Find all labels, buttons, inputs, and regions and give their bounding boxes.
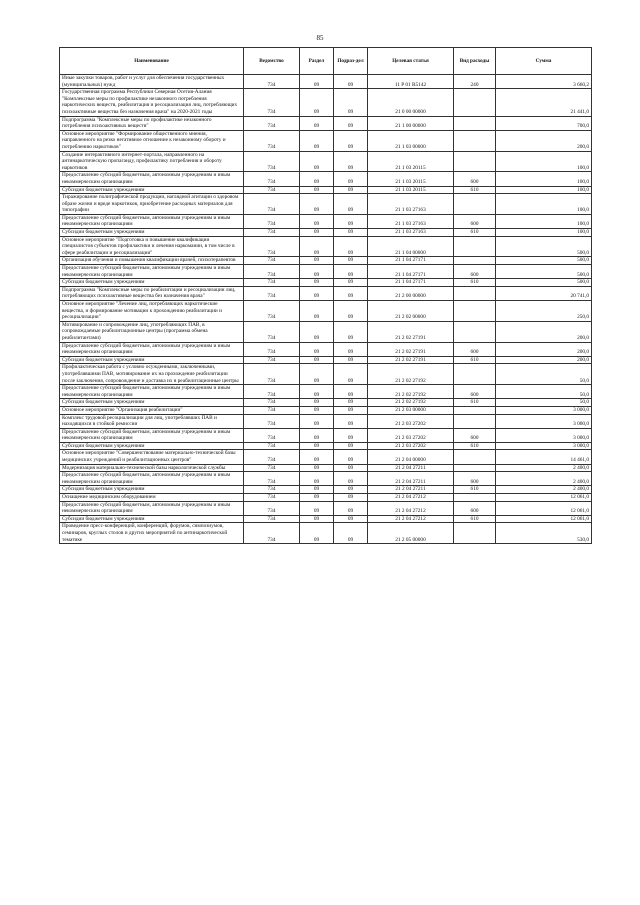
row-department-cell: 734 [244, 301, 300, 322]
row-department-cell: 734 [244, 75, 300, 89]
row-subsection-cell: 09 [334, 385, 368, 399]
row-subsection-cell: 09 [334, 194, 368, 215]
row-department-cell: 734 [244, 257, 300, 265]
row-section-cell: 09 [300, 265, 334, 279]
row-section-cell: 09 [300, 116, 334, 130]
row-expense-type-cell [454, 151, 496, 172]
table-row [60, 194, 592, 215]
row-expense-type-cell [454, 257, 496, 265]
row-name-cell: Субсидии бюджетным учреждениям [60, 356, 244, 364]
table-row [60, 301, 592, 322]
row-expense-type-cell: 610 [454, 279, 496, 287]
row-section-cell: 09 [300, 494, 334, 502]
row-subsection-cell: 09 [334, 414, 368, 428]
row-expense-type-cell: 600 [454, 342, 496, 356]
row-department-cell: 734 [244, 356, 300, 364]
row-section-cell: 09 [300, 130, 334, 151]
row-department-cell: 734 [244, 342, 300, 356]
row-department-cell: 734 [244, 279, 300, 287]
table-row [60, 472, 592, 486]
table-row [60, 450, 592, 464]
row-target-article-cell: 21 2 03 27202 [368, 442, 454, 450]
row-name-cell: Субсидии бюджетным учреждениям [60, 486, 244, 494]
table-row [60, 186, 592, 194]
row-expense-type-cell: 610 [454, 399, 496, 407]
row-amount-cell: 200,0 [496, 342, 592, 356]
row-expense-type-cell [454, 236, 496, 257]
row-department-cell: 734 [244, 130, 300, 151]
row-amount-cell: 20 741,0 [496, 286, 592, 300]
row-expense-type-cell [454, 523, 496, 544]
row-name-cell: Предоставление субсидий бюджетным, автономным учреждениям и иным некоммерческим организациям [60, 172, 244, 186]
row-target-article-cell: 21 2 03 00000 [368, 406, 454, 414]
row-target-article-cell: 21 2 02 27192 [368, 385, 454, 399]
row-section-cell: 09 [300, 385, 334, 399]
table-row [60, 151, 592, 172]
row-expense-type-cell [454, 321, 496, 342]
row-target-article-cell: 21 2 02 27191 [368, 321, 454, 342]
row-section-cell: 09 [300, 399, 334, 407]
row-subsection-cell: 09 [334, 406, 368, 414]
header-department: Ведомство [244, 48, 300, 75]
table-header-row [60, 48, 592, 75]
table-row [60, 428, 592, 442]
row-target-article-cell: 21 2 04 27211 [368, 464, 454, 472]
header-target-article: Целевая статья [368, 48, 454, 75]
row-subsection-cell: 09 [334, 286, 368, 300]
row-amount-cell: 21 441,0 [496, 89, 592, 116]
row-name-cell: Субсидии бюджетным учреждениям [60, 186, 244, 194]
row-target-article-cell: 21 1 03 27163 [368, 214, 454, 228]
row-target-article-cell: 21 2 03 27202 [368, 414, 454, 428]
table-row [60, 356, 592, 364]
table-row [60, 89, 592, 116]
row-subsection-cell: 09 [334, 116, 368, 130]
row-expense-type-cell [454, 414, 496, 428]
row-amount-cell: 500,0 [496, 257, 592, 265]
row-target-article-cell: 21 2 00 00000 [368, 286, 454, 300]
row-target-article-cell: 21 2 02 27192 [368, 399, 454, 407]
table-row [60, 130, 592, 151]
row-department-cell: 734 [244, 194, 300, 215]
row-amount-cell: 250,0 [496, 301, 592, 322]
table-row [60, 75, 592, 89]
row-expense-type-cell: 610 [454, 442, 496, 450]
row-name-cell: Субсидии бюджетным учреждениям [60, 442, 244, 450]
row-amount-cell: 50,0 [496, 385, 592, 399]
row-amount-cell: 12 061,0 [496, 494, 592, 502]
row-department-cell: 734 [244, 214, 300, 228]
row-expense-type-cell: 600 [454, 472, 496, 486]
row-amount-cell: 200,0 [496, 321, 592, 342]
row-department-cell: 734 [244, 151, 300, 172]
row-target-article-cell: 21 2 04 27211 [368, 486, 454, 494]
row-expense-type-cell: 610 [454, 515, 496, 523]
row-department-cell: 734 [244, 116, 300, 130]
row-name-cell: Предоставление субсидий бюджетным, автономным учреждениям и иным некоммерческим организациям [60, 428, 244, 442]
row-name-cell: Основное мероприятие "Подготовка и повышение квалификации специалистов субъектов профилактики и лечения наркомании, в том числе в сфере реабилитации и ресоциализации" [60, 236, 244, 257]
row-section-cell: 09 [300, 75, 334, 89]
row-target-article-cell: 21 2 02 27192 [368, 364, 454, 385]
row-expense-type-cell [454, 364, 496, 385]
table-row [60, 406, 592, 414]
table-row [60, 385, 592, 399]
row-department-cell: 734 [244, 494, 300, 502]
row-department-cell: 734 [244, 172, 300, 186]
row-section-cell: 09 [300, 229, 334, 237]
budget-table [59, 47, 592, 544]
row-section-cell: 09 [300, 89, 334, 116]
row-amount-cell: 100,0 [496, 186, 592, 194]
row-name-cell: Подпрограмма "Комплексные меры по реабилитации и ресоциализации лиц, потребляющих психоактивные вещества без назначения врача" [60, 286, 244, 300]
row-amount-cell: 200,0 [496, 130, 592, 151]
header-name: Наименование [60, 48, 244, 75]
row-name-cell: Иные закупки товаров, работ и услуг для обеспечения государственных (муниципальных) нужд [60, 75, 244, 89]
row-amount-cell: 100,0 [496, 229, 592, 237]
table-row [60, 172, 592, 186]
row-expense-type-cell [454, 194, 496, 215]
row-amount-cell: 50,0 [496, 364, 592, 385]
row-target-article-cell: 21 1 03 27163 [368, 229, 454, 237]
row-target-article-cell: 21 2 04 00000 [368, 450, 454, 464]
row-amount-cell: 530,0 [496, 523, 592, 544]
row-section-cell: 09 [300, 151, 334, 172]
row-name-cell: Предоставление субсидий бюджетным, автономным учреждениям и иным некоммерческим организациям [60, 214, 244, 228]
row-section-cell: 09 [300, 442, 334, 450]
row-target-article-cell: 21 1 03 20115 [368, 186, 454, 194]
row-amount-cell: 100,0 [496, 172, 592, 186]
row-subsection-cell: 09 [334, 301, 368, 322]
header-amount: Сумма [496, 48, 592, 75]
row-amount-cell: 12 061,0 [496, 501, 592, 515]
row-section-cell: 09 [300, 279, 334, 287]
row-expense-type-cell [454, 494, 496, 502]
row-name-cell: Подпрограмма "Комплексные меры по профилактике незаконного потребления психоактивных веществ" [60, 116, 244, 130]
table-row [60, 236, 592, 257]
row-expense-type-cell [454, 301, 496, 322]
row-department-cell: 734 [244, 472, 300, 486]
row-section-cell: 09 [300, 321, 334, 342]
row-subsection-cell: 09 [334, 501, 368, 515]
row-amount-cell: 2 400,0 [496, 472, 592, 486]
row-section-cell: 09 [300, 501, 334, 515]
row-name-cell: Профилактическая работа с условно осужденными, заключенными, употреблявшими ПАВ, мотивирование их на прохождение реабилитации после заключения, сопровождение и доставка их в реабилитационные центры [60, 364, 244, 385]
table-row [60, 486, 592, 494]
row-subsection-cell: 09 [334, 130, 368, 151]
table-row [60, 116, 592, 130]
row-department-cell: 734 [244, 428, 300, 442]
row-name-cell: Предоставление субсидий бюджетным, автономным учреждениям и иным некоммерческим организациям [60, 385, 244, 399]
row-name-cell: Государственная программа Республики Северная Осетия-Алания "Комплексные меры по профилактике незаконного потребления наркотических веществ, реабилитация и ресоциализация лиц, потребляющих психоактивные вещества без назначения врача" на 2020-2021 годы [60, 89, 244, 116]
row-department-cell: 734 [244, 286, 300, 300]
row-target-article-cell: 21 0 00 00000 [368, 89, 454, 116]
row-expense-type-cell: 600 [454, 385, 496, 399]
row-subsection-cell: 09 [334, 428, 368, 442]
row-department-cell: 734 [244, 186, 300, 194]
row-section-cell: 09 [300, 301, 334, 322]
row-name-cell: Субсидии бюджетным учреждениям [60, 399, 244, 407]
row-section-cell: 09 [300, 257, 334, 265]
row-amount-cell: 3 000,0 [496, 442, 592, 450]
table-row [60, 501, 592, 515]
row-expense-type-cell: 610 [454, 186, 496, 194]
row-section-cell: 09 [300, 286, 334, 300]
row-section-cell: 09 [300, 414, 334, 428]
row-expense-type-cell [454, 450, 496, 464]
row-subsection-cell: 09 [334, 399, 368, 407]
row-department-cell: 734 [244, 486, 300, 494]
row-target-article-cell: 21 2 02 00000 [368, 301, 454, 322]
row-section-cell: 09 [300, 342, 334, 356]
row-subsection-cell: 09 [334, 265, 368, 279]
table-row [60, 494, 592, 502]
row-amount-cell: 200,0 [496, 356, 592, 364]
row-amount-cell: 500,0 [496, 265, 592, 279]
row-name-cell: Проведение пресс-конференций, конференций, форумов, симпозиумов, семинаров, круглых столов и других мероприятий по антинаркотической тематике [60, 523, 244, 544]
row-department-cell: 734 [244, 450, 300, 464]
row-expense-type-cell [454, 89, 496, 116]
row-subsection-cell: 09 [334, 523, 368, 544]
row-amount-cell: 100,0 [496, 194, 592, 215]
row-name-cell: Тиражирование полиграфической продукции, наглядной агитации о здоровом образе жизни и вреде наркотиков, приобретение расходных материалов для типографии [60, 194, 244, 215]
row-target-article-cell: 21 1 03 20115 [368, 151, 454, 172]
row-subsection-cell: 09 [334, 515, 368, 523]
row-name-cell: Основное мероприятие "Формирование общественного мнения, направленного на резко негативное отношение к незаконному обороту и потреблению наркотиков" [60, 130, 244, 151]
row-target-article-cell: 21 1 04 00000 [368, 236, 454, 257]
row-section-cell: 09 [300, 214, 334, 228]
row-amount-cell: 3 000,0 [496, 428, 592, 442]
row-section-cell: 09 [300, 523, 334, 544]
row-expense-type-cell: 600 [454, 428, 496, 442]
table-row [60, 229, 592, 237]
row-expense-type-cell [454, 130, 496, 151]
row-name-cell: Оснащение медицинским оборудованием [60, 494, 244, 502]
row-department-cell: 734 [244, 321, 300, 342]
row-expense-type-cell: 600 [454, 172, 496, 186]
row-section-cell: 09 [300, 236, 334, 257]
row-subsection-cell: 09 [334, 279, 368, 287]
row-target-article-cell: 21 2 04 27212 [368, 515, 454, 523]
row-expense-type-cell: 600 [454, 214, 496, 228]
row-expense-type-cell: 600 [454, 501, 496, 515]
table-row [60, 279, 592, 287]
page-number: 85 [316, 34, 324, 42]
row-department-cell: 734 [244, 385, 300, 399]
table-row [60, 321, 592, 342]
row-name-cell: Основное мероприятие "Лечение лиц, потребляющих наркотические вещества, и формирование мотивации к прохождению реабилитации и ресоциализации" [60, 301, 244, 322]
row-target-article-cell: 11 P 01 R5142 [368, 75, 454, 89]
row-section-cell: 09 [300, 450, 334, 464]
table-row [60, 364, 592, 385]
table-row [60, 442, 592, 450]
row-subsection-cell: 09 [334, 214, 368, 228]
row-department-cell: 734 [244, 523, 300, 544]
row-target-article-cell: 21 2 04 27212 [368, 501, 454, 515]
row-section-cell: 09 [300, 172, 334, 186]
row-name-cell: Субсидии бюджетным учреждениям [60, 515, 244, 523]
table-row [60, 214, 592, 228]
row-section-cell: 09 [300, 364, 334, 385]
header-expense-type: Вид расходы [454, 48, 496, 75]
row-subsection-cell: 09 [334, 494, 368, 502]
row-section-cell: 09 [300, 428, 334, 442]
row-name-cell: Комплекс трудовой ресоциализации для лиц, употреблявших ПАВ и находящихся в стойкой ремиссии [60, 414, 244, 428]
table-row [60, 265, 592, 279]
table-row [60, 464, 592, 472]
row-name-cell: Субсидии бюджетным учреждениям [60, 279, 244, 287]
row-target-article-cell: 21 1 03 00000 [368, 130, 454, 151]
row-target-article-cell: 21 2 02 27191 [368, 356, 454, 364]
row-name-cell: Предоставление субсидий бюджетным, автономным учреждениям и иным некоммерческим организациям [60, 472, 244, 486]
row-expense-type-cell: 600 [454, 265, 496, 279]
table-row [60, 257, 592, 265]
row-amount-cell: 14 461,0 [496, 450, 592, 464]
row-subsection-cell: 09 [334, 486, 368, 494]
row-expense-type-cell [454, 116, 496, 130]
row-subsection-cell: 09 [334, 442, 368, 450]
table-row [60, 342, 592, 356]
row-name-cell: Предоставление субсидий бюджетным, автономным учреждениям и иным некоммерческим организациям [60, 265, 244, 279]
row-section-cell: 09 [300, 194, 334, 215]
row-subsection-cell: 09 [334, 464, 368, 472]
row-subsection-cell: 09 [334, 321, 368, 342]
table-row [60, 399, 592, 407]
row-expense-type-cell: 240 [454, 75, 496, 89]
row-name-cell: Создание интерактивного интернет-портала, направленного на антинаркотическую пропаганду, профилактику потребления и обороту наркотиков [60, 151, 244, 172]
table-row [60, 414, 592, 428]
row-amount-cell: 100,0 [496, 214, 592, 228]
row-name-cell: Предоставление субсидий бюджетным, автономным учреждениям и иным некоммерческим организациям [60, 342, 244, 356]
row-section-cell: 09 [300, 515, 334, 523]
row-amount-cell: 12 061,0 [496, 515, 592, 523]
row-name-cell: Субсидии бюджетным учреждениям [60, 229, 244, 237]
row-target-article-cell: 21 1 04 27171 [368, 279, 454, 287]
row-section-cell: 09 [300, 472, 334, 486]
row-department-cell: 734 [244, 364, 300, 385]
row-expense-type-cell [454, 286, 496, 300]
row-subsection-cell: 09 [334, 186, 368, 194]
table-row [60, 286, 592, 300]
row-amount-cell: 100,0 [496, 151, 592, 172]
row-subsection-cell: 09 [334, 75, 368, 89]
row-expense-type-cell [454, 464, 496, 472]
row-department-cell: 734 [244, 399, 300, 407]
row-section-cell: 09 [300, 464, 334, 472]
row-subsection-cell: 09 [334, 236, 368, 257]
row-target-article-cell: 21 2 02 27191 [368, 342, 454, 356]
row-subsection-cell: 09 [334, 257, 368, 265]
row-amount-cell: 50,0 [496, 399, 592, 407]
row-target-article-cell: 21 2 03 27202 [368, 428, 454, 442]
row-department-cell: 734 [244, 414, 300, 428]
row-section-cell: 09 [300, 356, 334, 364]
row-expense-type-cell: 610 [454, 486, 496, 494]
row-subsection-cell: 09 [334, 450, 368, 464]
row-section-cell: 09 [300, 186, 334, 194]
row-name-cell: Основное мероприятие "Организация реабилитации" [60, 406, 244, 414]
row-department-cell: 734 [244, 515, 300, 523]
row-name-cell: Организация обучения и повышения квалификации врачей, психотерапевтов [60, 257, 244, 265]
row-amount-cell: 2 400,0 [496, 486, 592, 494]
row-target-article-cell: 21 1 00 00000 [368, 116, 454, 130]
row-subsection-cell: 09 [334, 356, 368, 364]
row-target-article-cell: 21 2 04 27211 [368, 472, 454, 486]
row-department-cell: 734 [244, 229, 300, 237]
row-subsection-cell: 09 [334, 172, 368, 186]
row-amount-cell: 3 000,0 [496, 406, 592, 414]
row-section-cell: 09 [300, 406, 334, 414]
row-expense-type-cell [454, 406, 496, 414]
row-name-cell: Основное мероприятие "Совершенствование материально-технической базы медицинских учреждений и реабилитационных центров" [60, 450, 244, 464]
row-expense-type-cell: 610 [454, 229, 496, 237]
row-department-cell: 734 [244, 442, 300, 450]
row-name-cell: Модернизация материально-технической базы наркологической службы [60, 464, 244, 472]
row-department-cell: 734 [244, 501, 300, 515]
row-target-article-cell: 21 1 04 27171 [368, 265, 454, 279]
row-name-cell: Предоставление субсидий бюджетным, автономным учреждениям и иным некоммерческим организациям [60, 501, 244, 515]
row-amount-cell: 700,0 [496, 116, 592, 130]
row-subsection-cell: 09 [334, 342, 368, 356]
row-department-cell: 734 [244, 464, 300, 472]
row-target-article-cell: 21 1 04 27171 [368, 257, 454, 265]
row-amount-cell: 500,0 [496, 279, 592, 287]
row-amount-cell: 2 400,0 [496, 464, 592, 472]
row-subsection-cell: 09 [334, 229, 368, 237]
row-expense-type-cell: 610 [454, 356, 496, 364]
row-department-cell: 734 [244, 406, 300, 414]
row-subsection-cell: 09 [334, 472, 368, 486]
row-subsection-cell: 09 [334, 151, 368, 172]
header-subsection: Подраз-дел [334, 48, 368, 75]
table-row [60, 523, 592, 544]
row-department-cell: 734 [244, 236, 300, 257]
row-name-cell: Мотивирование и сопровождение лиц, употребляющих ПАВ, в сопровождаемые реабилитационные центры (программа обмена реабилитантами) [60, 321, 244, 342]
row-subsection-cell: 09 [334, 364, 368, 385]
row-target-article-cell: 21 2 05 00000 [368, 523, 454, 544]
header-section: Раздел [300, 48, 334, 75]
row-target-article-cell: 21 1 03 20115 [368, 172, 454, 186]
row-amount-cell: 3 660,2 [496, 75, 592, 89]
row-department-cell: 734 [244, 89, 300, 116]
row-department-cell: 734 [244, 265, 300, 279]
row-subsection-cell: 09 [334, 89, 368, 116]
row-section-cell: 09 [300, 486, 334, 494]
row-target-article-cell: 21 1 03 27163 [368, 194, 454, 215]
row-target-article-cell: 21 2 04 27212 [368, 494, 454, 502]
table-row [60, 515, 592, 523]
row-amount-cell: 3 000,0 [496, 414, 592, 428]
row-amount-cell: 500,0 [496, 236, 592, 257]
